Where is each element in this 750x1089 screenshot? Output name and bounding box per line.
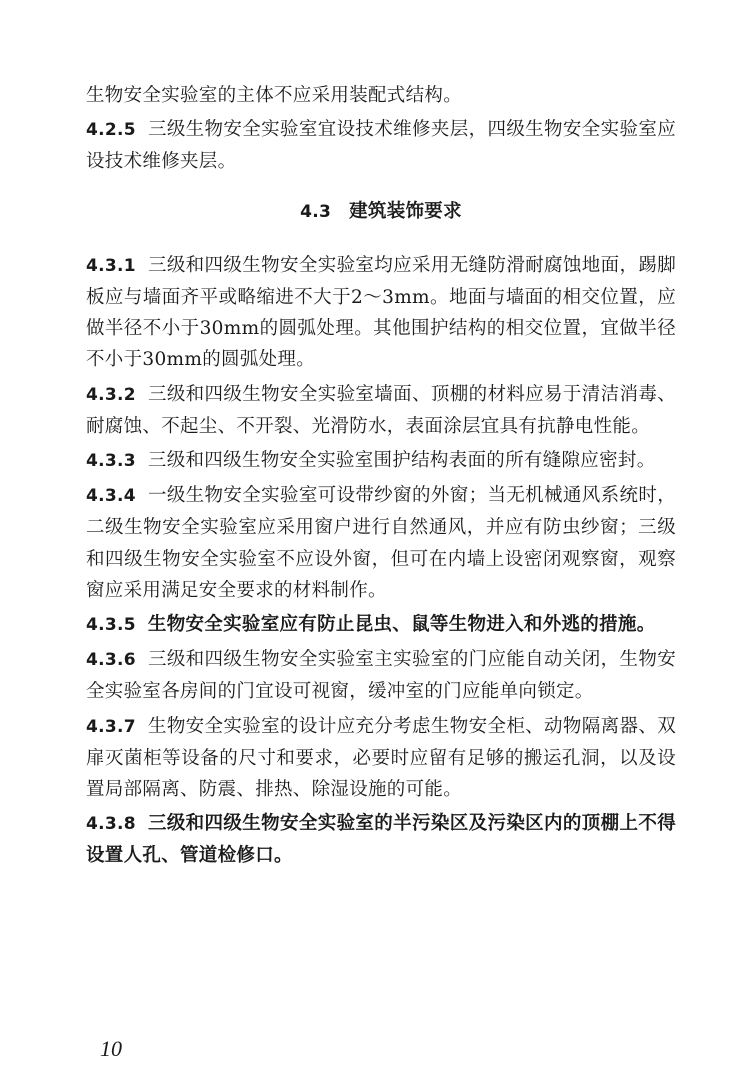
clause-number: 4.3.4 bbox=[86, 486, 136, 507]
clause-text: 三级和四级生物安全实验室围护结构表面的所有缝隙应密封。 bbox=[147, 450, 656, 472]
clause-4-3-2 bbox=[86, 379, 676, 442]
clause-number: 4.3.5 bbox=[86, 615, 136, 636]
continued-paragraph bbox=[86, 80, 676, 111]
clause-4-3-5 bbox=[86, 609, 676, 641]
clause-text: 三级生物安全实验室宜设技术维修夹层，四级生物安全实验室应设技术维修夹层。 bbox=[86, 119, 676, 173]
clause-text: 生物安全实验室应有防止昆虫、鼠等生物进入和外逃的措施。 bbox=[147, 614, 656, 636]
clause-number: 4.3.6 bbox=[86, 650, 136, 671]
clause-text: 三级和四级生物安全实验室均应采用无缝防滑耐腐蚀地面，踢脚板应与墙面齐平或略缩进不大于2～3mm。地面与墙面的相交位置，应做半径不小于30mm的圆弧处理。其他围护结构的相交位置，宜做半径不小于30mm的圆弧处理。 bbox=[86, 254, 676, 371]
clause-number: 4.3.8 bbox=[86, 814, 136, 835]
clause-number: 4.3.1 bbox=[86, 255, 136, 276]
clause-text: 一级生物安全实验室可设带纱窗的外窗；当无机械通风系统时，二级生物安全实验室应采用窗户进行自然通风，并应有防虫纱窗；三级和四级生物安全实验室不应设外窗，但可在内墙上设密闭观察窗，观察窗应采用满足安全要求的材料制作。 bbox=[86, 485, 676, 601]
section-number: 4.3 bbox=[300, 201, 332, 222]
clause-4-2-5 bbox=[86, 114, 676, 177]
section-title: 建筑装饰要求 bbox=[349, 200, 462, 222]
clause-text: 三级和四级生物安全实验室的半污染区及污染区内的顶棚上不得设置人孔、管道检修口。 bbox=[86, 813, 676, 867]
clause-text: 三级和四级生物安全实验室主实验室的门应能自动关闭，生物安全实验室各房间的门宜设可视窗，缓冲室的门应能单向锁定。 bbox=[86, 649, 676, 703]
clause-4-3-1 bbox=[86, 250, 676, 376]
section-heading bbox=[86, 196, 676, 228]
clause-4-3-6 bbox=[86, 644, 676, 707]
clause-number: 4.3.3 bbox=[86, 451, 136, 472]
clause-text: 三级和四级生物安全实验室墙面、顶棚的材料应易于清洁消毒、耐腐蚀、不起尘、不开裂、光滑防水，表面涂层宜具有抗静电性能。 bbox=[86, 383, 676, 437]
clause-text: 生物安全实验室的设计应充分考虑生物安全柜、动物隔离器、双扉灭菌柜等设备的尺寸和要求，必要时应留有足够的搬运孔洞，以及设置局部隔离、防震、排热、除湿设施的可能。 bbox=[86, 715, 676, 801]
paragraph-text: 生物安全实验室的主体不应采用装配式结构。 bbox=[86, 85, 463, 106]
clause-4-3-7 bbox=[86, 711, 676, 806]
clause-4-3-3 bbox=[86, 445, 676, 477]
body-text bbox=[86, 80, 676, 875]
clause-number: 4.3.2 bbox=[86, 384, 136, 405]
clause-4-3-8 bbox=[86, 808, 676, 871]
clause-4-3-4 bbox=[86, 480, 676, 606]
clause-number: 4.3.7 bbox=[86, 716, 136, 737]
page-number: 10 bbox=[100, 1036, 122, 1061]
clause-number: 4.2.5 bbox=[86, 120, 136, 141]
